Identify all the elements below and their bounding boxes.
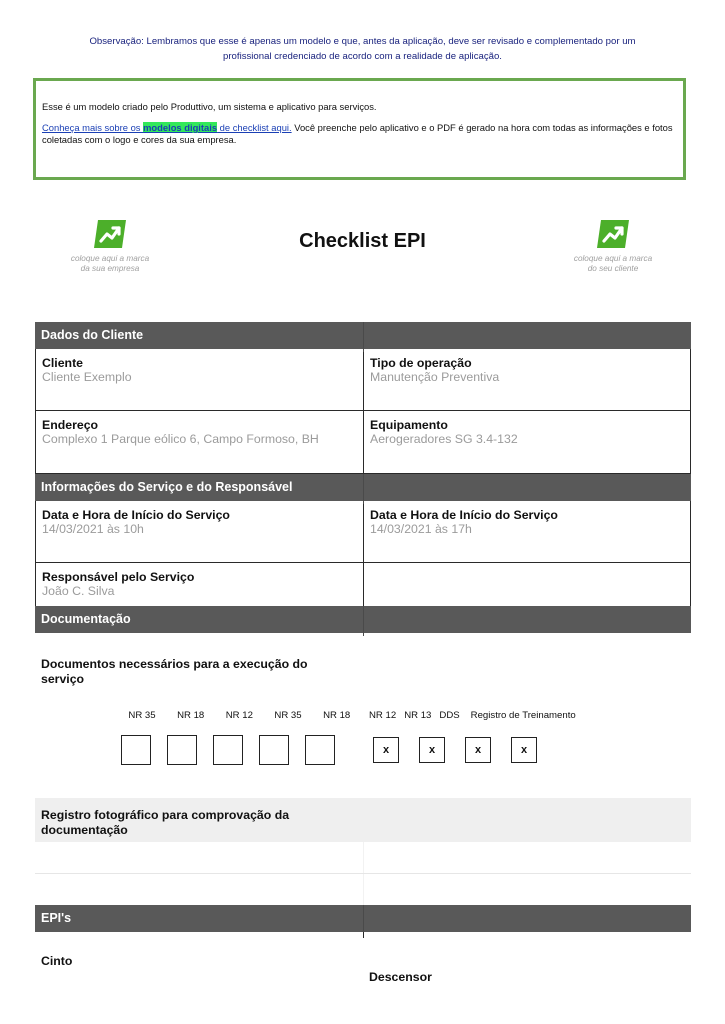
field-value: João C. Silva [42,584,115,598]
field-value: Aerogeradores SG 3.4-132 [370,432,518,446]
checklist-sheet [35,322,691,992]
field-label: Data e Hora de Início do Serviço [370,508,558,522]
intro-text-2: Você preenche pelo aplicativo e o PDF é gerado na hora com todas as informações e fotos coletadas com o logo e cores da sua empresa. [42,122,673,145]
disclaimer-line-1: Observação: Lembramos que esse é apenas um modelo e que, antes da aplicação, deve ser revisado e complementado por um [89,36,636,47]
produttivo-logo-icon [595,218,631,250]
option-label: NR 12 [225,710,253,721]
section-header-cliente: Dados do Cliente [35,322,691,349]
documentos-field [35,633,691,798]
photo-blank-row [35,842,691,874]
client-logo-caption-line1: coloque aqui a marca [573,254,653,263]
checkbox-nr35[interactable] [121,735,151,765]
field-value: 14/03/2021 às 17h [370,522,472,536]
documentos-question: Documentos necessários para a execução do serviço [41,657,308,686]
document-title: Checklist EPI [299,230,426,252]
option-label: NR 13 [404,710,432,721]
option-label: NR 18 [177,710,205,721]
disclaimer-notice [40,34,685,64]
epi-item-cinto: Cinto [41,954,73,968]
checkbox-nr12[interactable] [213,735,243,765]
section-header-epis: EPI's [35,905,691,932]
field-label: Data e Hora de Início do Serviço [42,508,230,522]
section-header-servico: Informações do Serviço e do Responsável [35,474,691,501]
field-value: Complexo 1 Parque eólico 6, Campo Formoso, BH [42,432,319,446]
field-label: Registro fotográfico para comprovação da documentação [41,808,290,837]
column-divider [363,932,364,938]
client-logo-caption-line2: do seu cliente [587,264,639,273]
intro-box [33,78,686,180]
field-cliente [36,349,363,410]
checkbox-nr13-checked[interactable]: x [419,737,445,763]
option-label: Registro de Treinamento [470,710,576,721]
field-label: Equipamento [370,418,448,432]
field-equipamento [363,411,690,473]
option-label: NR 35 [128,710,156,721]
empty-cell [363,563,690,606]
field-value: Cliente Exemplo [42,370,132,384]
company-logo-caption-line1: coloque aqui a marca [70,254,150,263]
table-row [35,349,691,411]
field-label: Tipo de operação [370,356,472,370]
checkbox-registro-treinamento-checked[interactable]: x [511,737,537,763]
company-logo-caption [40,254,180,274]
client-logo-placeholder [543,218,683,274]
client-logo-caption [543,254,683,274]
table-row [35,501,691,563]
field-data-inicio [36,501,363,562]
field-value: 14/03/2021 às 10h [42,522,144,536]
option-label: NR 35 [274,710,302,721]
produttivo-logo-icon [92,218,128,250]
field-tipo-operacao [363,349,690,410]
disclaimer-line-2: profissional credenciado de acordo com a realidade de aplicação. [223,51,502,62]
field-label: Cliente [42,356,83,370]
company-logo-placeholder [40,218,180,274]
left-options-labels [119,710,360,721]
field-responsavel [36,563,363,606]
photo-blank-row [35,874,691,905]
field-value: Manutenção Preventiva [370,370,500,384]
option-label: NR 18 [323,710,351,721]
option-label: NR 12 [369,710,397,721]
right-options-labels [369,710,576,721]
company-logo-caption-line2: da sua empresa [80,264,140,273]
intro-text: Esse é um modelo criado pelo Produttivo, um sistema e aplicativo para serviços. [42,101,377,112]
models-link[interactable] [42,122,292,133]
registro-fotografico-field [35,798,691,842]
checkbox-nr18-2[interactable] [305,735,335,765]
checkbox-nr18[interactable] [167,735,197,765]
field-label: Endereço [42,418,99,432]
field-data-inicio-2 [363,501,690,562]
epi-item-descensor: Descensor [369,970,432,984]
models-link-post[interactable]: de checklist aqui. [217,122,292,133]
field-endereco [36,411,363,473]
models-link-highlight[interactable]: modelos digitais [143,122,218,133]
models-link-pre[interactable]: Conheça mais sobre os [42,122,144,133]
table-row [35,563,691,606]
checkbox-nr12-checked[interactable]: x [373,737,399,763]
intro-paragraph [42,122,677,146]
epis-fields [35,932,691,992]
table-row [35,411,691,474]
field-label: Responsável pelo Serviço [42,570,195,584]
option-label: DDS [439,710,460,721]
checkbox-dds-checked[interactable]: x [465,737,491,763]
checkbox-nr35-2[interactable] [259,735,289,765]
section-header-documentacao: Documentação [35,606,691,633]
